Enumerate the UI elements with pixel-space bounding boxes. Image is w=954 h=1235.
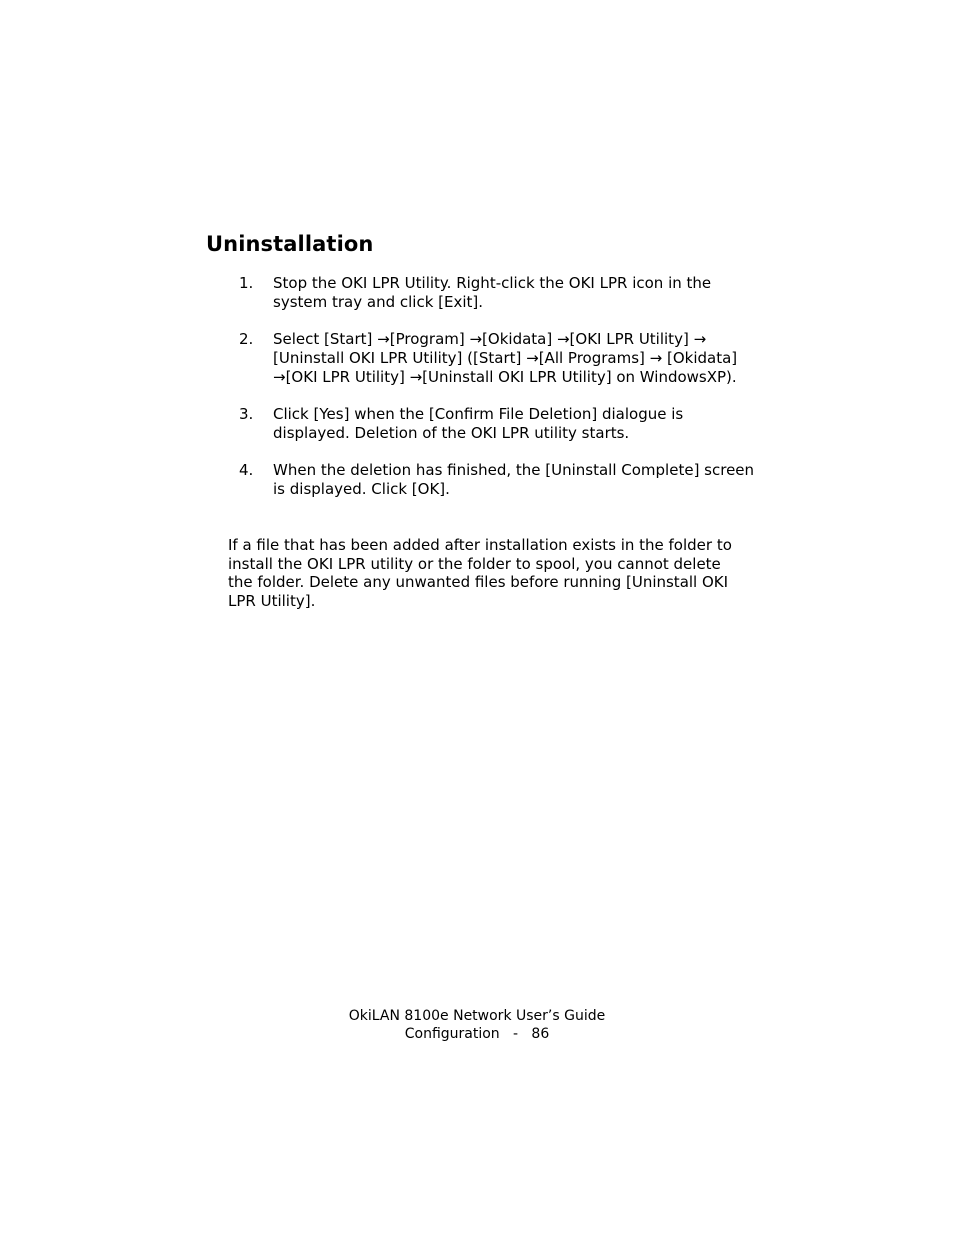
footer-page-ref: Configuration - 86 xyxy=(404,1025,550,1042)
step-item-3 xyxy=(228,405,758,442)
step-text: Click [Yes] when the [Confirm File Deletion] dialogue is displayed. Deletion of the OKI LPR utility starts. xyxy=(273,404,684,442)
step-item-4 xyxy=(228,461,758,498)
step-item-2 xyxy=(228,330,758,386)
uninstall-steps-list xyxy=(228,274,758,517)
step-number: 2. xyxy=(239,330,254,349)
step-text: Stop the OKI LPR Utility. Right-click the OKI LPR icon in the system tray and click [Exit]. xyxy=(273,274,712,311)
step-text: When the deletion has finished, the [Uninstall Complete] screen is displayed. Click [OK]. xyxy=(273,460,755,498)
page-footer xyxy=(0,1008,954,1043)
step-number: 3. xyxy=(239,404,254,423)
footer-guide-title: OkiLAN 8100e Network User’s Guide xyxy=(348,1008,606,1024)
step-item-1 xyxy=(228,274,758,311)
step-number: 4. xyxy=(239,460,254,479)
note-paragraph: If a file that has been added after installation exists in the folder to install the OKI LPR utility or the folder to spool, you cannot delete the folder. Delete any unwanted files before running [Uninstall OKI LPR Utility]. xyxy=(228,536,732,611)
step-number: 1. xyxy=(239,274,254,292)
step-text: Select [Start] →[Program] →[Okidata] →[OKI LPR Utility] → [Uninstall OKI LPR Utility] ([Start] →[All Programs] → [Okidata] →[OKI LPR Utility] →[Uninstall OKI LPR Utility] on WindowsXP). xyxy=(273,330,738,386)
page-title: Uninstallation xyxy=(206,232,374,256)
